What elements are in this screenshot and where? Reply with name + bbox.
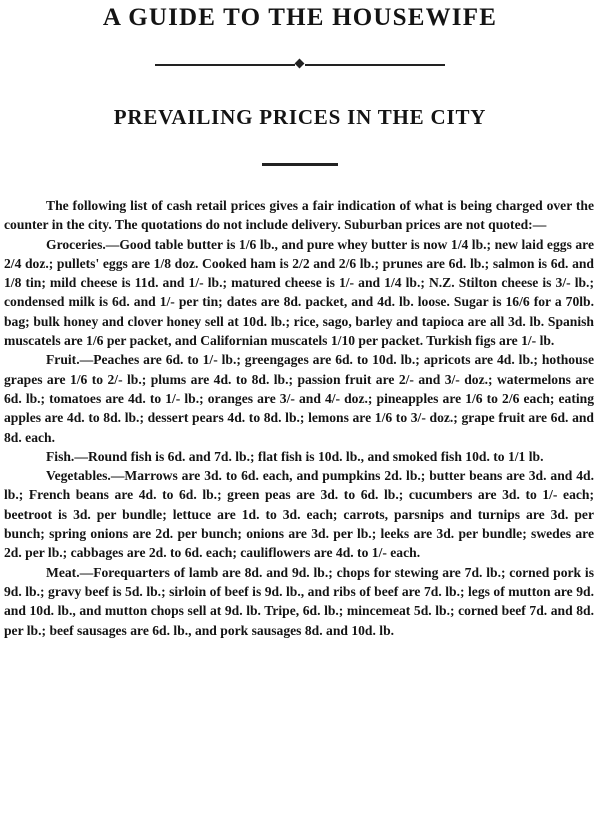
section-label-vegetables: Vegetables. (46, 468, 111, 484)
section-text-groceries: —Good table butter is 1/6 lb., and pure whey butter is now 1/4 lb.; new laid eggs are 2/4 doz.; pullets' eggs are 1/8 doz. Cooked ham is 2/2 and 2/6 lb.; prunes are 6d. lb.; salmon is 6d. and 1/8 tin; mild cheese is 11d. and 1/- lb.; matured cheese is 1/- and 1/4 lb.; N.Z. Stilton cheese is 3/- lb.; condensed milk is 6d. and 1/- per tin; dates are 8d. packet, and 4d. lb. loose. Sugar is 16/6 for a 70lb. bag; bulk honey and clover honey sell at 10d. lb.; rice, sago, barley and tapioca are all 3d. lb. Spanish muscatels are 1/6 per packet, and Californian muscatels 1/10 per packet. Turkish figs are 1/- lb. (4, 236, 594, 349)
section-text-meat: —Forequarters of lamb are 8d. and 9d. lb.; chops for stewing are 7d. lb.; corned pork is 9d. lb.; gravy beef is 5d. lb.; sirloin of beef is 9d. lb., and ribs of beef are 7d. lb.; legs of mutton are 9d. and 10d. lb., and mutton chops sell at 9d. lb. Tripe, 6d. lb.; mincemeat 5d. lb.; corned beef 7d. and 8d. per lb.; beef sausages are 6d. lb., and pork sausages 8d. and 10d. lb. (4, 564, 594, 638)
section-label-groceries: Groceries. (46, 236, 106, 252)
section-label-fish: Fish. (46, 448, 75, 464)
paragraph-groceries (4, 235, 594, 351)
article-body (4, 196, 594, 640)
divider-line-left (155, 64, 295, 66)
intro-paragraph: The following list of cash retail prices gives a fair indication of what is being charged over the counter in the city. The quotations do not include delivery. Suburban prices are not quoted:— (4, 198, 594, 233)
subheadline: PREVAILING PRICES IN THE CITY (113, 105, 487, 129)
paragraph-fruit (4, 350, 594, 446)
divider-line-right (305, 64, 445, 66)
section-text-vegetables: —Marrows are 3d. to 6d. each, and pumpkins 2d. lb.; butter beans are 3d. and 4d. lb.; French beans are 4d. to 6d. lb.; green peas are 3d. to 6d. lb.; cucumbers are 3d. to 1/- each; beetroot is 3d. per bundle; lettuce are 1d. to 3d. each; carrots, parsnips and turnips are 3d. per bunch; spring onions are 2d. per bunch; onions are 3d. per lb.; leeks are 3d. per bundle; swedes are 2d. per lb.; cabbages are 2d. to 6d. each; cauliflowers are 4d. to 1/- each. (4, 468, 594, 561)
section-label-fruit: Fruit. (46, 352, 80, 368)
section-text-fruit: —Peaches are 6d. to 1/- lb.; greengages are 6d. to 10d. lb.; apricots are 4d. lb.; hothouse grapes are 1/6 to 2/- lb.; plums are 4d. to 8d. lb.; passion fruit are 2/- and 3/- doz.; watermelons are 6d. lb.; tomatoes are 4d. to 1/- lb.; oranges are 3/- and 4/- doz.; pineapples are 1/6 to 2/6 each; eating apples are 4d. to 8d. lb.; dessert pears 4d. to 8d. lb.; lemons are 1/6 to 3/- doz.; grape fruit are 6d. and 8d. each. (4, 352, 594, 445)
section-text-fish: —Round fish is 6d. and 7d. lb.; flat fish is 10d. lb., and smoked fish 10d. to 1/1 lb. (74, 448, 544, 464)
short-rule (262, 163, 338, 166)
ornamental-divider (155, 60, 445, 70)
paragraph-meat (4, 563, 594, 640)
section-label-meat: Meat. (46, 564, 80, 580)
diamond-ornament-icon (295, 59, 305, 69)
paragraph-fish (4, 447, 594, 466)
headline: A GUIDE TO THE HOUSEWIFE (102, 4, 498, 31)
paragraph-vegetables (4, 466, 594, 562)
